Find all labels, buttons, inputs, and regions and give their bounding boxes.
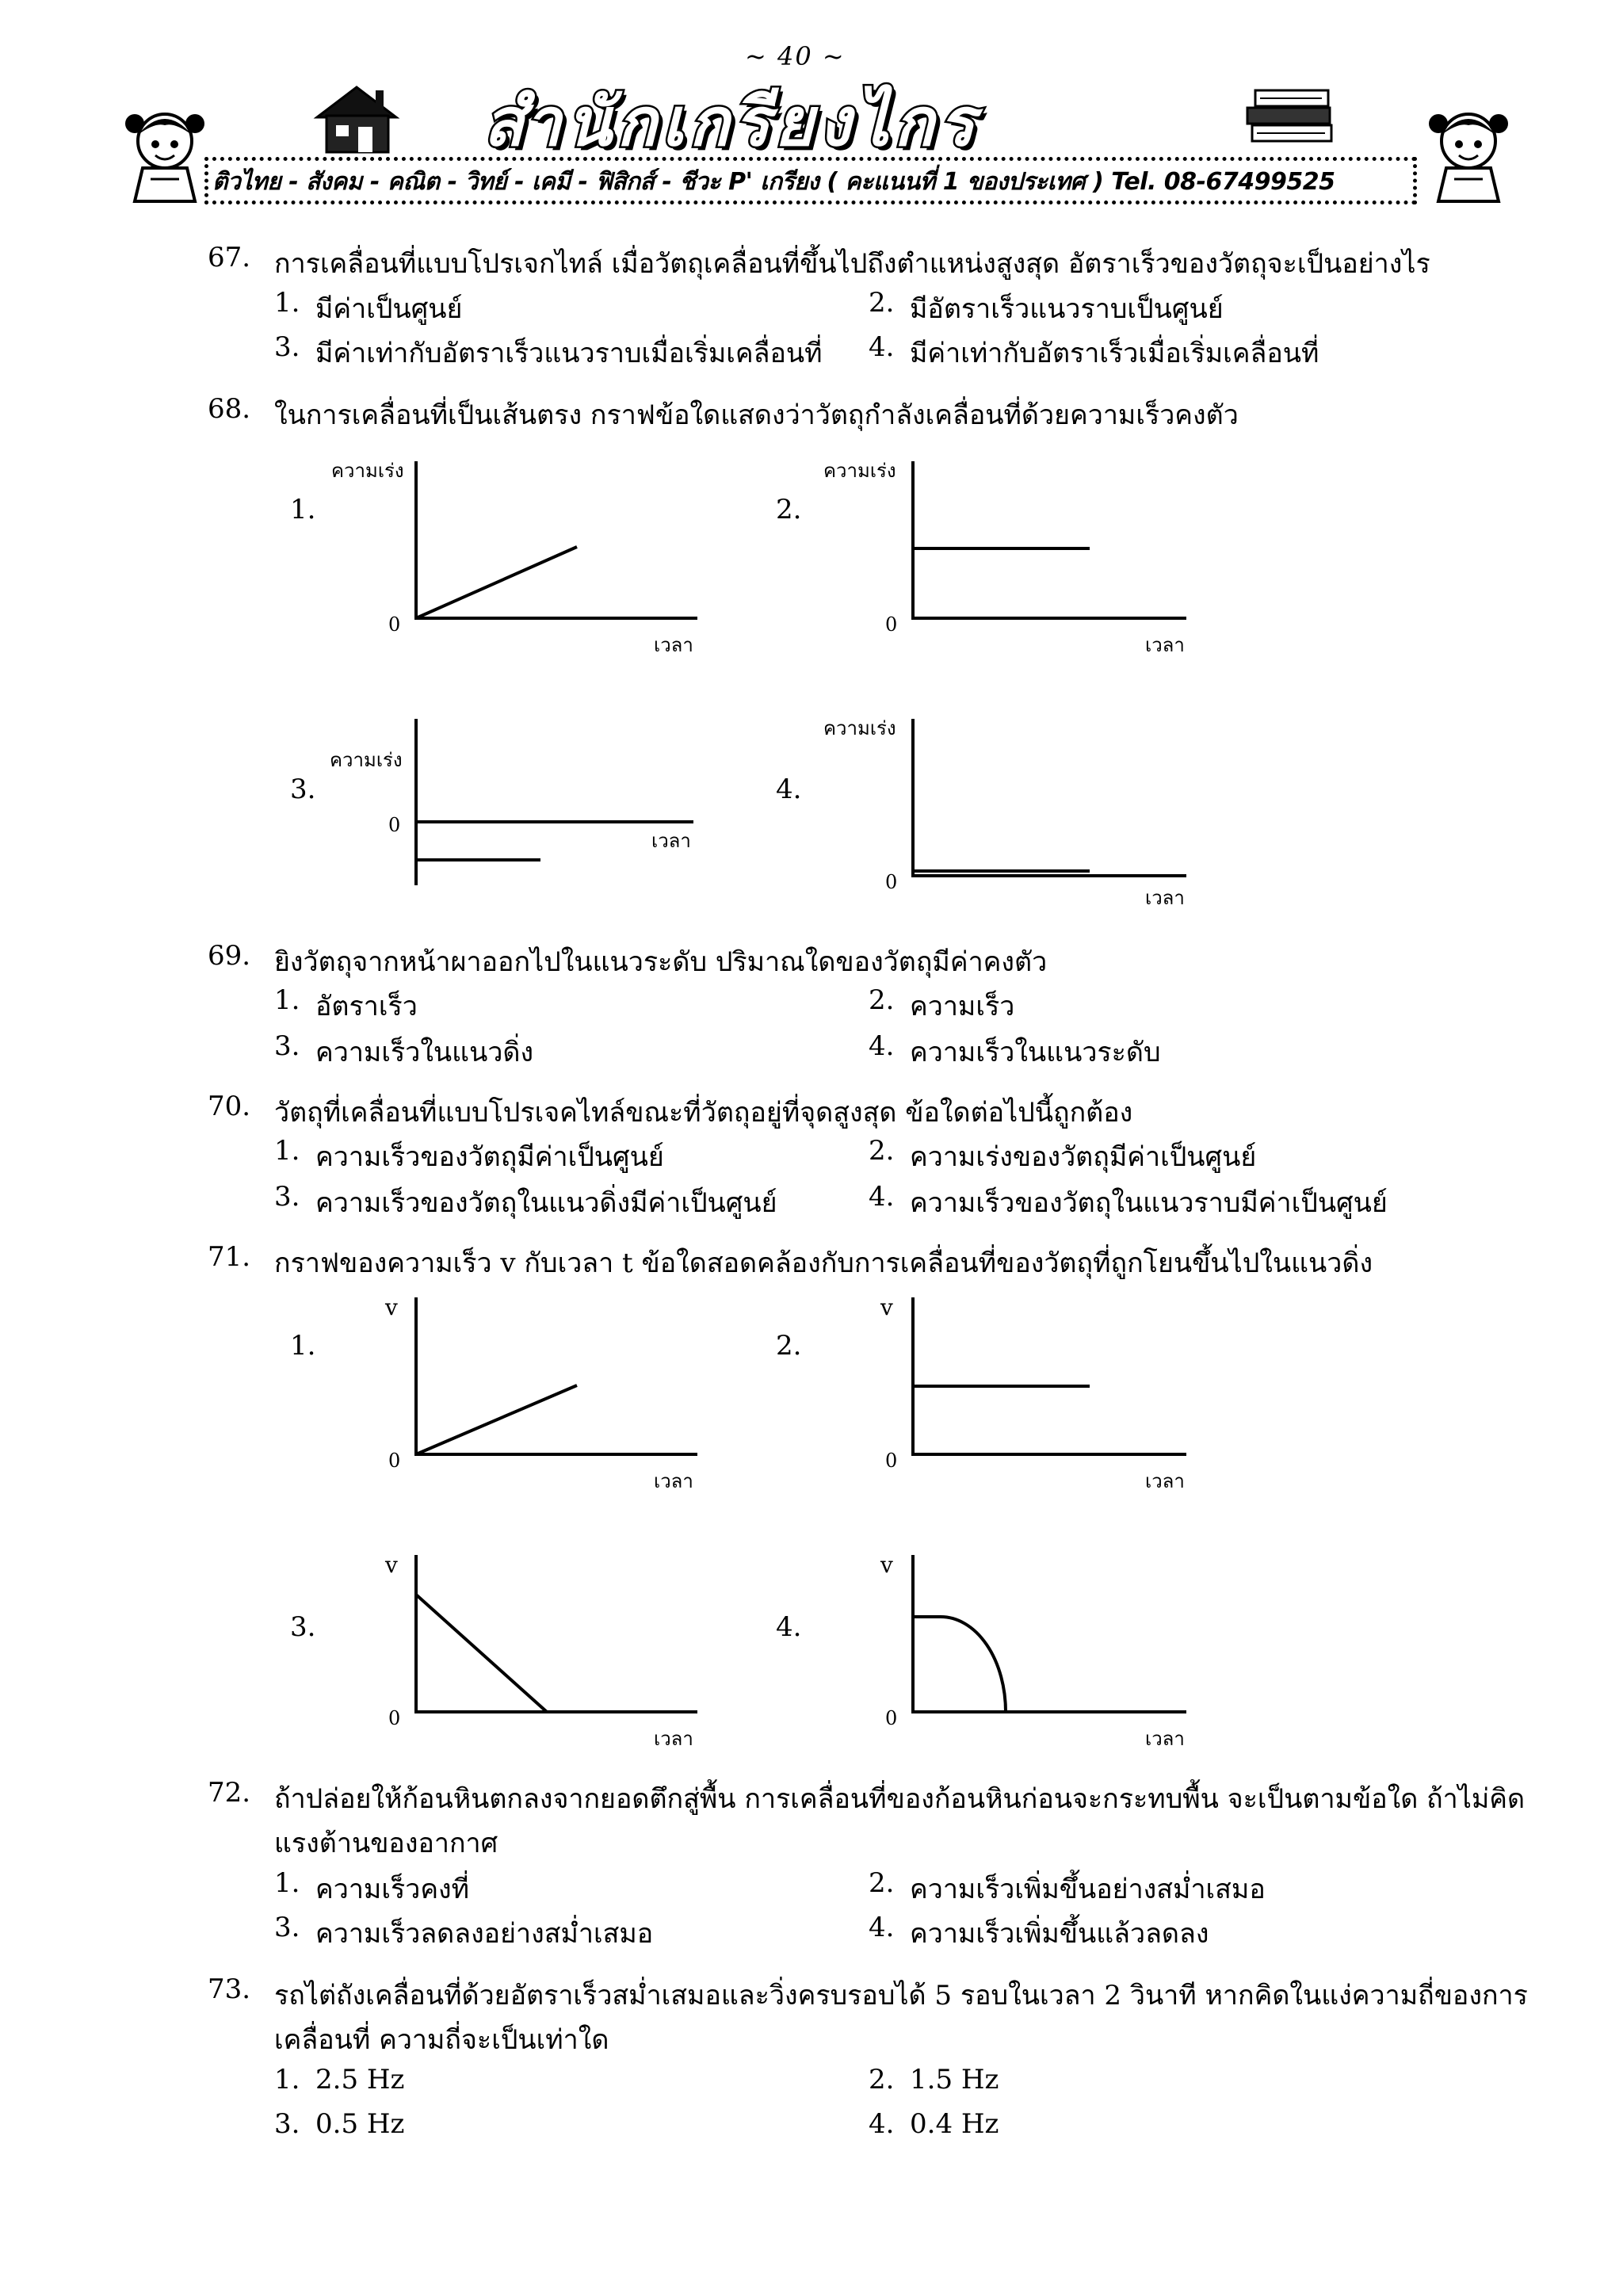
option-text: มีค่าเท่ากับอัตราเร็วแนวราบเมื่อเริ่มเคลื่อนที่: [315, 338, 823, 369]
graph-number: 1.: [290, 494, 316, 525]
graph-x-label: เวลา: [651, 830, 691, 852]
graph-x-label: เวลา: [1145, 1470, 1185, 1492]
graph-origin-label: 0: [388, 613, 401, 636]
option-text: ความเร็วคงที่: [315, 1874, 470, 1905]
question-number: 72.: [208, 1777, 251, 1809]
question-text-continued: เคลื่อนที่ ความถี่จะเป็นเท่าใด: [274, 2024, 609, 2056]
option-number: 3.: [274, 1912, 300, 1943]
house-icon: [309, 79, 420, 155]
page-number: ~ 40 ~: [745, 41, 846, 71]
option-text: ความเร็ว: [910, 991, 1015, 1022]
graph-line: [416, 1385, 577, 1454]
graph-x-label: เวลา: [1145, 634, 1185, 656]
graph-y-label: v: [385, 1552, 398, 1578]
graph-line: [416, 547, 577, 618]
graph-origin-label: 0: [885, 1450, 898, 1472]
option-text: มีค่าเท่ากับอัตราเร็วเมื่อเริ่มเคลื่อนที่: [910, 338, 1319, 369]
option-text: ความเร็วลดลงอย่างสม่ำเสมอ: [315, 1918, 654, 1950]
graph-71-4: [773, 1545, 1201, 1759]
option-number: 2.: [869, 1135, 895, 1167]
graph-number: 4.: [776, 774, 802, 805]
question-number: 71.: [208, 1241, 251, 1273]
graph-origin-label: 0: [388, 1450, 401, 1472]
question-number: 67.: [208, 242, 251, 273]
graph-origin-label: 0: [885, 613, 898, 636]
banner-title: สำนักเกรียงไกร: [483, 83, 980, 161]
option-number: 4.: [869, 331, 895, 363]
option-text: ความเร็วเพิ่มขึ้นอย่างสม่ำเสมอ: [910, 1874, 1266, 1905]
graph-x-label: เวลา: [654, 1728, 693, 1750]
option-number: 3.: [274, 1030, 300, 1062]
cartoon-mascot-icon: [119, 103, 210, 206]
option-number: 1.: [274, 2064, 300, 2095]
option-text: มีค่าเป็นศูนย์: [315, 293, 463, 325]
question-text: กราฟของความเร็ว v กับเวลา t ข้อใดสอดคล้องกับการเคลื่อนที่ของวัตถุที่ถูกโยนขึ้นไปในแนวดิ่ง: [274, 1247, 1373, 1279]
graph-x-label: เวลา: [654, 1470, 693, 1492]
question-text: ถ้าปล่อยให้ก้อนหินตกลงจากยอดตึกสู่พื้น การเคลื่อนที่ของก้อนหินก่อนจะกระทบพื้น จะเป็นตามข้อใด ถ้าไม่คิด: [274, 1783, 1526, 1815]
graph-number: 1.: [290, 1330, 316, 1362]
graph-y-label: v: [880, 1294, 893, 1320]
graph-number: 3.: [290, 1611, 316, 1643]
graph-origin-label: 0: [885, 1707, 898, 1729]
option-text: 0.5 Hz: [315, 2108, 405, 2140]
graph-y-label: ความเร่ง: [823, 460, 896, 482]
option-number: 2.: [869, 2064, 895, 2095]
graph-y-label: v: [880, 1552, 893, 1578]
option-text: 0.4 Hz: [910, 2108, 999, 2140]
graph-number: 2.: [776, 494, 802, 525]
graph-number: 2.: [776, 1330, 802, 1362]
option-number: 2.: [869, 1867, 895, 1899]
option-number: 3.: [274, 331, 300, 363]
option-text: 2.5 Hz: [315, 2064, 405, 2095]
option-number: 2.: [869, 287, 895, 319]
graph-y-label: ความเร่ง: [823, 717, 896, 739]
option-text: มีอัตราเร็วแนวราบเป็นศูนย์: [910, 293, 1224, 325]
graph-71-1: [285, 1288, 713, 1502]
graph-68-2: [773, 452, 1201, 666]
graph-x-label: เวลา: [1145, 1728, 1185, 1750]
graph-curve: [913, 1617, 1006, 1712]
option-text: ความเร็วของวัตถุมีค่าเป็นศูนย์: [315, 1141, 664, 1173]
graph-68-1: [285, 452, 713, 666]
graph-line: [416, 1595, 547, 1712]
option-number: 4.: [869, 1181, 895, 1213]
graph-number: 3.: [290, 774, 316, 805]
question-text: วัตถุที่เคลื่อนที่แบบโปรเจคไทล์ขณะที่วัตถุอยู่ที่จุดสูงสุด ข้อใดต่อไปนี้ถูกต้อง: [274, 1097, 1133, 1129]
question-text: รถไต่ถังเคลื่อนที่ด้วยอัตราเร็วสม่ำเสมอและวิ่งครบรอบได้ 5 รอบในเวลา 2 วินาที หากคิดในแง่ความถี่ของการ: [274, 1980, 1528, 2011]
option-text: ความเร็วเพิ่มขึ้นแล้วลดลง: [910, 1918, 1209, 1950]
option-number: 2.: [869, 984, 895, 1016]
option-text: ความเร็วของวัตถุในแนวดิ่งมีค่าเป็นศูนย์: [315, 1187, 777, 1219]
option-number: 1.: [274, 1135, 300, 1167]
graph-origin-label: 0: [388, 814, 401, 836]
cartoon-mascot-icon: [1423, 103, 1514, 206]
graph-71-2: [773, 1288, 1201, 1502]
option-number: 1.: [274, 984, 300, 1016]
header-subtitle: ติวไทย - สังคม - คณิต - วิทย์ - เคมี - ฟิสิกส์ - ชีวะ P' เกรียง ( คะแนนที่ 1 ของประเทศ ) Tel. 08-67499525: [212, 168, 1335, 196]
question-text: ในการเคลื่อนที่เป็นเส้นตรง กราฟข้อใดแสดงว่าวัตถุกำลังเคลื่อนที่ด้วยความเร็วคงตัว: [274, 399, 1239, 431]
question-number: 73.: [208, 1973, 251, 2005]
graph-71-3: [285, 1545, 713, 1759]
books-icon: [1236, 76, 1347, 159]
option-text: ความเร็วของวัตถุในแนวราบมีค่าเป็นศูนย์: [910, 1187, 1388, 1219]
graph-68-3: [285, 709, 713, 900]
option-number: 1.: [274, 287, 300, 319]
option-text: ความเร่งของวัตถุมีค่าเป็นศูนย์: [910, 1141, 1257, 1173]
graph-origin-label: 0: [885, 871, 898, 893]
option-number: 4.: [869, 2108, 895, 2140]
graph-x-label: เวลา: [1145, 887, 1185, 909]
question-number: 68.: [208, 393, 251, 425]
option-number: 3.: [274, 1181, 300, 1213]
option-text: ความเร็วในแนวดิ่ง: [315, 1037, 534, 1068]
question-text-continued: แรงต้านของอากาศ: [274, 1828, 498, 1859]
option-text: ความเร็วในแนวระดับ: [910, 1037, 1161, 1068]
option-number: 4.: [869, 1912, 895, 1943]
question-number: 69.: [208, 940, 251, 972]
option-text: อัตราเร็ว: [315, 991, 418, 1022]
graph-y-label: ความเร่ง: [330, 749, 403, 771]
graph-origin-label: 0: [388, 1707, 401, 1729]
question-text: การเคลื่อนที่แบบโปรเจกไทล์ เมื่อวัตถุเคลื่อนที่ขึ้นไปถึงตำแหน่งสูงสุด อัตราเร็วของวัตถุจะเป็นอย่างไร: [274, 248, 1430, 280]
option-number: 3.: [274, 2108, 300, 2140]
graph-y-label: v: [385, 1294, 398, 1320]
question-text: ยิงวัตถุจากหน้าผาออกไปในแนวระดับ ปริมาณใดของวัตถุมีค่าคงตัว: [274, 946, 1048, 978]
option-number: 1.: [274, 1867, 300, 1899]
graph-y-label: ความเร่ง: [331, 460, 404, 482]
option-number: 4.: [869, 1030, 895, 1062]
graph-number: 4.: [776, 1611, 802, 1643]
graph-68-4: [773, 709, 1201, 915]
graph-x-label: เวลา: [654, 634, 693, 656]
option-text: 1.5 Hz: [910, 2064, 999, 2095]
question-number: 70.: [208, 1091, 251, 1122]
